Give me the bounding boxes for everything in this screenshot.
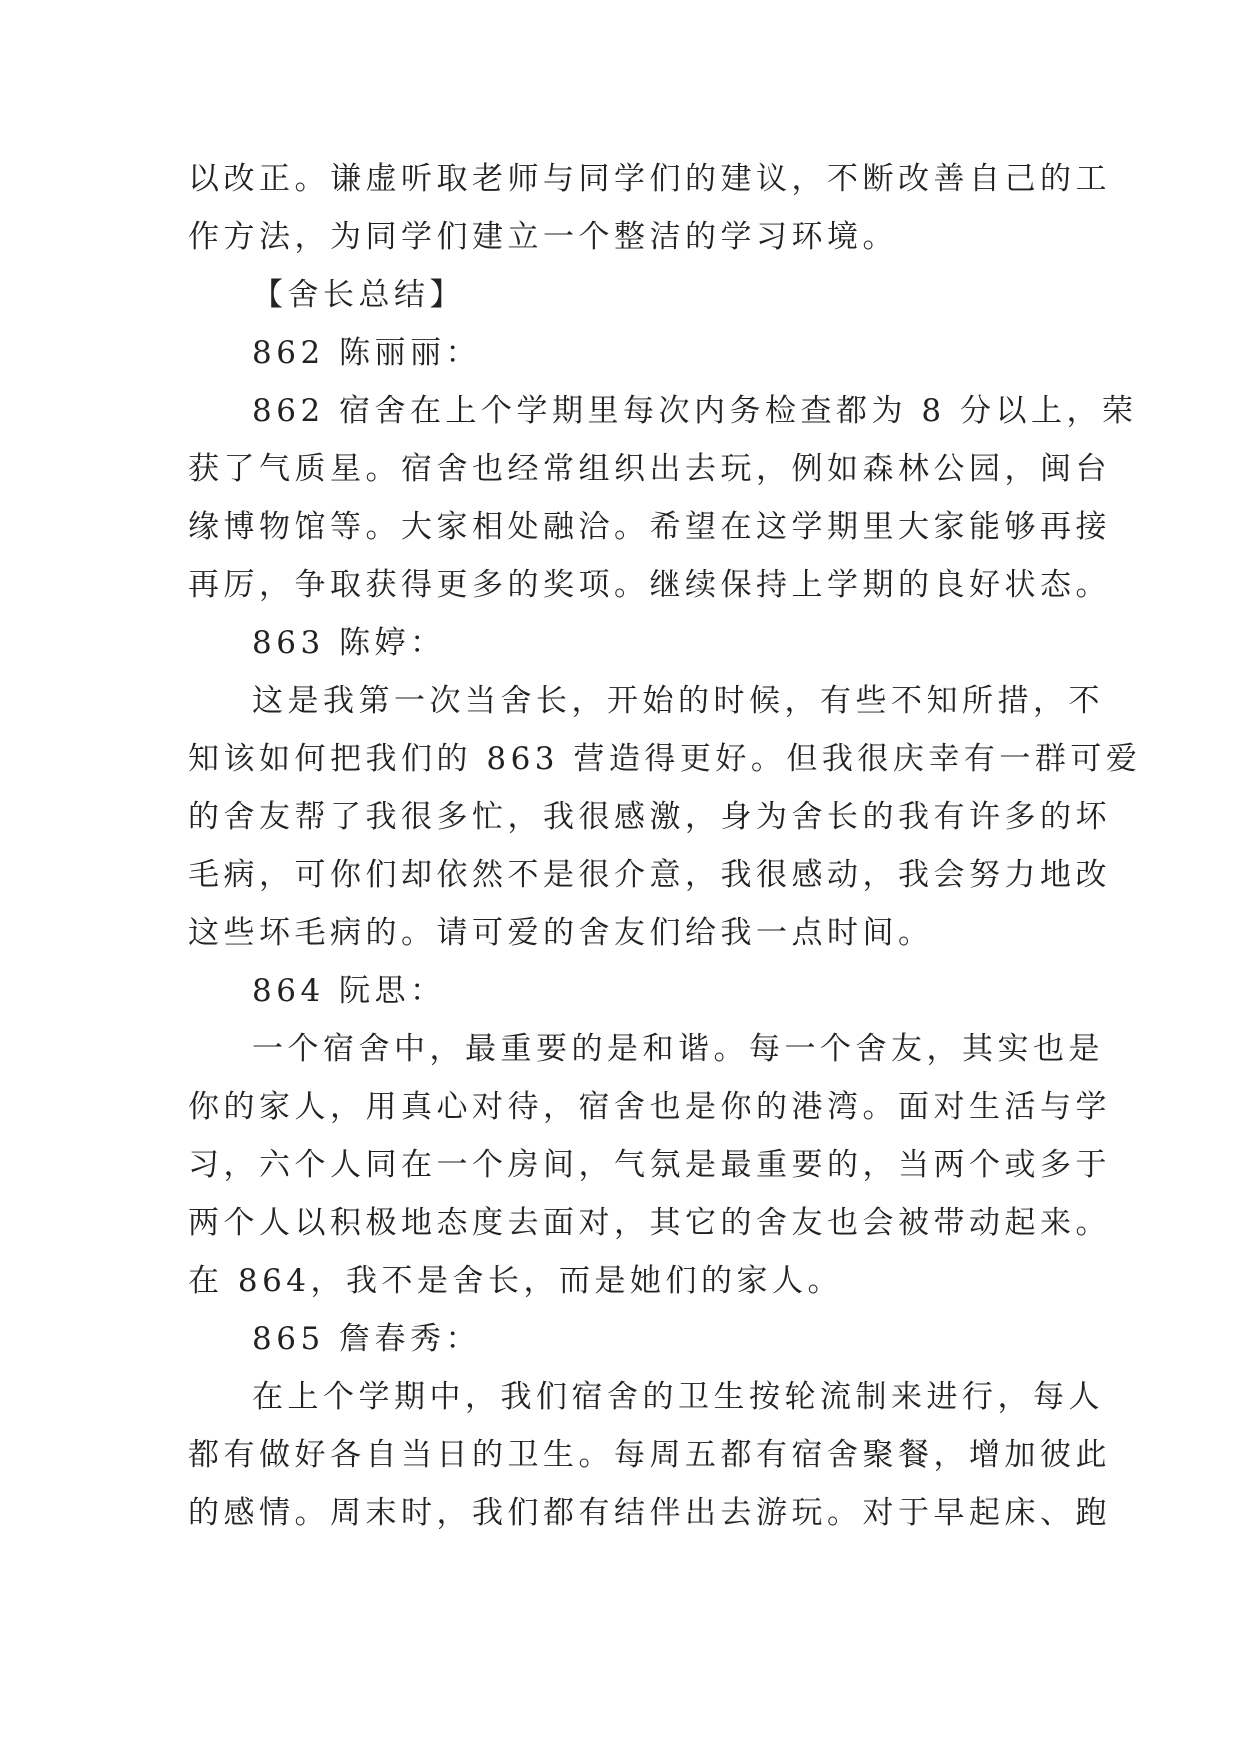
- text-line: 获了气质星。宿舍也经常组织出去玩，例如森林公园，闽台: [188, 451, 1111, 487]
- text-line: 习，六个人同在一个房间，气氛是最重要的，当两个或多于: [188, 1147, 1111, 1183]
- speaker-863: [188, 614, 1058, 672]
- text-line: 作方法，为同学们建立一个整洁的学习环境。: [188, 219, 898, 255]
- text-line: 知该如何把我们的 863 营造得更好。但我很庆幸有一群可爱: [188, 741, 1142, 777]
- section-heading: [188, 266, 1058, 324]
- paragraph-intro: [188, 150, 1111, 266]
- text-line: 两个人以积极地态度去面对，其它的舍友也会被带动起来。: [188, 1205, 1111, 1241]
- text-line: 都有做好各自当日的卫生。每周五都有宿舍聚餐，增加彼此: [188, 1437, 1111, 1473]
- speaker-label: 865 詹春秀：: [252, 1321, 482, 1357]
- speaker-865: [188, 1310, 1058, 1368]
- paragraph-865: [188, 1368, 1111, 1542]
- text-line: 在 864，我不是舍长，而是她们的家人。: [188, 1263, 844, 1299]
- text-line: 毛病，可你们却依然不是很介意，我很感动，我会努力地改: [188, 857, 1111, 893]
- speaker-label: 864 阮思：: [252, 973, 446, 1009]
- text-line: 的感情。周末时，我们都有结伴出去游玩。对于早起床、跑: [188, 1495, 1111, 1531]
- text-line: 再厉，争取获得更多的奖项。继续保持上学期的良好状态。: [188, 567, 1111, 603]
- paragraph-862: [188, 382, 1138, 614]
- paragraph-864: [188, 1020, 1111, 1310]
- text-line: 缘博物馆等。大家相处融洽。希望在这学期里大家能够再接: [188, 509, 1111, 545]
- text-line: 一个宿舍中，最重要的是和谐。每一个舍友，其实也是: [252, 1031, 1104, 1067]
- paragraph-863: [188, 672, 1142, 962]
- text-line: 在上个学期中，我们宿舍的卫生按轮流制来进行，每人: [252, 1379, 1104, 1415]
- speaker-864: [188, 962, 1058, 1020]
- text-line: 862 宿舍在上个学期里每次内务检查都为 8 分以上，荣: [252, 393, 1138, 429]
- speaker-label: 862 陈丽丽：: [252, 335, 482, 371]
- text-line: 你的家人，用真心对待，宿舍也是你的港湾。面对生活与学: [188, 1089, 1111, 1125]
- document-page: [188, 150, 1142, 1542]
- speaker-label: 863 陈婷：: [252, 625, 446, 661]
- text-line: 的舍友帮了我很多忙，我很感激，身为舍长的我有许多的坏: [188, 799, 1111, 835]
- text-line: 以改正。谦虚听取老师与同学们的建议，不断改善自己的工: [188, 161, 1111, 197]
- text-line: 这是我第一次当舍长，开始的时候，有些不知所措，不: [252, 683, 1104, 719]
- speaker-862: [188, 324, 1058, 382]
- section-heading-text: 【舍长总结】: [252, 277, 465, 313]
- text-line: 这些坏毛病的。请可爱的舍友们给我一点时间。: [188, 915, 934, 951]
